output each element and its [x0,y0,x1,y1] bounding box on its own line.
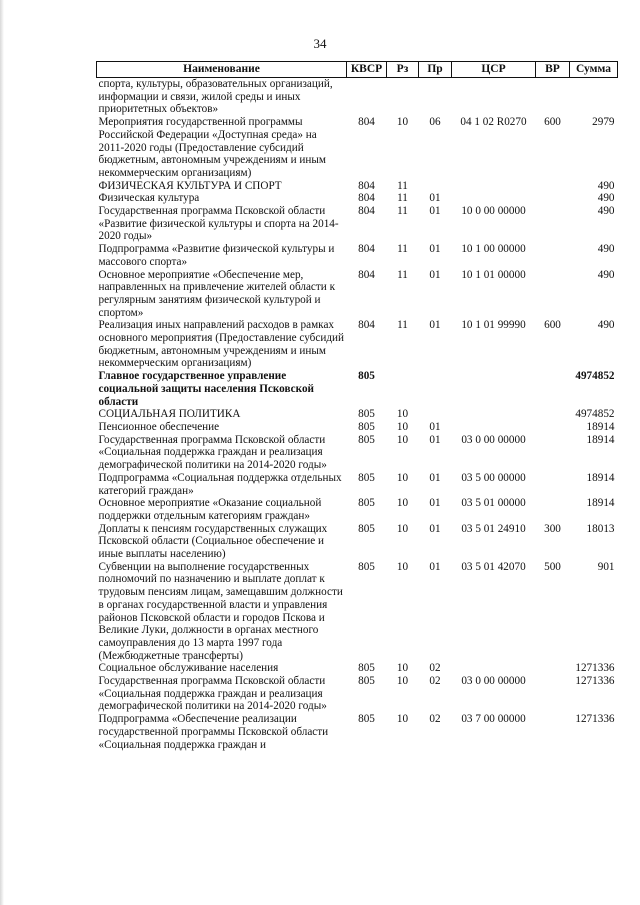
cell-rz: 11 [397,192,408,205]
cell-vr [536,192,570,205]
cell-rz [387,370,419,408]
cell-pr: 01 [429,205,441,218]
cell-csr: 10 1 00 00000 [461,243,526,256]
cell-csr [452,421,536,434]
cell-csr: 03 0 00 00000 [461,675,526,688]
cell-csr [452,408,536,421]
cell-kvsr: 805 [358,675,375,688]
cell-kvsr: 804 [358,205,375,218]
cell-sum: 1271336 [575,675,615,688]
cell-pr: 06 [429,116,441,129]
table-row [97,192,618,205]
cell-name: Мероприятия государственной программы Российской Федерации «Доступная среда» на 2011-2020 годы (Предоставление субсидий бюджетным, автономным учреждениям и иным некоммерческим организациям) [98,116,326,179]
cell-name: Государственная программа Псковской области «Социальная поддержка граждан и реализация демографической политики на 2014-2020 годы» [98,675,327,713]
cell-rz: 10 [396,675,409,688]
cell-kvsr: 805 [358,560,375,573]
cell-kvsr: 804 [358,243,375,256]
cell-csr: 04 1 02 R0270 [460,116,527,129]
table-row [97,472,618,497]
table-row [97,319,618,370]
page-number: 34 [313,36,327,51]
cell-name: Социальное обслуживание населения [98,662,279,675]
cell-rz: 11 [397,179,408,192]
header-sum: Сумма [570,62,618,78]
cell-sum: 490 [597,319,615,332]
cell-vr: 500 [544,560,561,573]
cell-rz: 11 [397,243,408,256]
cell-name: Физическая культура [98,192,200,205]
cell-kvsr: 805 [358,370,375,383]
cell-rz: 10 [396,471,409,484]
cell-sum: 18013 [586,522,615,535]
cell-kvsr [347,78,387,117]
table-row [97,370,618,408]
table-row [97,675,618,713]
cell-pr: 02 [429,662,441,675]
cell-name: Пенсионное обеспечение [98,420,220,433]
table-row [97,561,618,663]
cell-kvsr: 804 [358,192,375,205]
cell-vr [536,243,570,268]
cell-sum: 4974852 [575,370,615,383]
cell-sum: 18914 [586,497,615,510]
cell-pr: 02 [429,675,441,688]
cell-name: Подпрограмма «Социальная поддержка отдельных категорий граждан» [98,471,342,497]
cell-pr: 01 [429,471,441,484]
cell-pr: 01 [429,420,441,433]
cell-sum: 1271336 [575,713,615,726]
cell-kvsr: 805 [358,471,375,484]
cell-kvsr: 805 [358,522,375,535]
cell-csr: 03 7 00 00000 [461,713,526,726]
cell-sum [570,78,618,117]
cell-kvsr: 805 [358,497,375,510]
cell-csr: 10 1 01 00000 [461,268,526,281]
cell-rz [387,78,419,117]
cell-name: Подпрограмма «Развитие физической культуры и массового спорта» [98,243,335,268]
cell-csr: 03 5 01 24910 [461,522,526,535]
cell-sum: 18914 [586,420,615,433]
cell-vr [536,713,570,751]
cell-name: Основное мероприятие «Оказание социальной поддержки отдельным категориям граждан» [98,497,322,522]
cell-sum: 490 [597,192,615,205]
cell-pr [419,78,452,117]
cell-name: Государственная программа Псковской области «Развитие физической культуры и спорта на 2014-2020 годы» [98,205,339,243]
cell-name: Основное мероприятие «Обеспечение мер, направленных на привлечение жителей области к регулярным занятиям физической культурой и спортом» [98,268,335,319]
cell-kvsr: 804 [358,268,375,281]
cell-kvsr: 805 [358,433,375,446]
table-row [97,408,618,421]
table-row [97,180,618,193]
cell-name: ФИЗИЧЕСКАЯ КУЛЬТУРА И СПОРТ [98,179,282,192]
cell-pr: 02 [429,713,441,726]
cell-csr [452,78,536,117]
cell-csr: 10 1 01 99990 [461,319,526,332]
cell-pr [419,180,452,193]
cell-kvsr: 804 [358,116,375,129]
cell-pr: 01 [429,268,441,281]
cell-sum: 490 [597,205,615,218]
scan-edge-shadow [0,0,4,905]
cell-vr [536,497,570,522]
cell-csr [452,370,536,408]
cell-vr [536,205,570,243]
cell-sum: 490 [597,179,615,192]
cell-rz: 10 [396,497,409,510]
cell-csr [452,662,536,675]
cell-pr: 01 [429,560,441,573]
cell-kvsr: 805 [358,713,375,726]
cell-pr [419,370,452,408]
cell-name: СОЦИАЛЬНАЯ ПОЛИТИКА [98,408,241,421]
cell-vr [536,472,570,497]
cell-name: Доплаты к пенсиям государственных служащих Псковской области (Социальное обеспечение и иные выплаты населению) [98,522,328,561]
cell-csr: 03 0 00 00000 [461,433,526,446]
table-row [97,434,618,472]
cell-name: Субвенции на выполнение государственных полномочий по назначению и выплате доплат к трудовым пенсиям лицам, замещавшим должности в органах государственной власти и управления районов Псковской области и городов Пскова и Великие Луки, должности в органах местного самоуправления до 13 марта 1997 года (Межбюджетные трансферты) [98,560,343,662]
cell-csr: 10 0 00 00000 [461,205,526,218]
cell-kvsr: 804 [358,179,375,192]
cell-pr: 01 [429,522,441,535]
cell-pr: 01 [429,319,441,332]
cell-vr: 600 [544,319,561,332]
header-name: Наименование [97,62,347,78]
table-row [97,713,618,751]
header-csr: ЦСР [452,62,536,78]
cell-rz: 10 [396,420,409,433]
cell-sum: 901 [597,560,615,573]
cell-sum: 18914 [586,471,615,484]
table-row [97,497,618,522]
cell-kvsr: 805 [358,420,375,433]
cell-vr: 600 [544,116,561,129]
cell-name: Государственная программа Псковской области «Социальная поддержка граждан и реализация демографической политики на 2014-2020 годы» [98,433,327,472]
cell-rz: 10 [396,522,409,535]
cell-sum: 1271336 [575,662,615,675]
cell-vr [536,370,570,408]
cell-rz: 11 [397,205,408,218]
budget-table [96,61,618,751]
cell-rz: 11 [397,268,408,281]
header-vr: ВР [536,62,570,78]
cell-kvsr: 804 [358,319,375,332]
cell-rz: 10 [396,433,409,446]
cell-sum: 490 [597,243,615,256]
cell-csr [452,192,536,205]
cell-kvsr: 805 [358,662,375,675]
cell-name: спорта, культуры, образовательных организаций, информации и связи, жилой среды и иных приоритетных объектов» [98,78,333,116]
cell-pr [419,408,452,421]
cell-vr: 300 [544,522,561,535]
cell-vr [536,78,570,117]
cell-csr [452,180,536,193]
cell-csr: 03 5 01 00000 [461,497,526,510]
cell-vr [536,408,570,421]
cell-csr: 03 5 00 00000 [461,471,526,484]
cell-rz: 10 [396,560,409,573]
cell-vr [536,434,570,472]
cell-sum: 18914 [586,433,615,446]
table-row [97,116,618,180]
cell-pr: 01 [429,243,441,256]
table-row [97,662,618,675]
cell-vr [536,180,570,193]
table-row [97,243,618,268]
table-row [97,78,618,117]
header-rz: Рз [387,62,419,78]
table-row [97,269,618,320]
cell-sum: 4974852 [575,408,615,421]
cell-vr [536,421,570,434]
cell-rz: 10 [396,116,409,129]
cell-vr [536,662,570,675]
cell-sum: 2979 [592,116,615,129]
cell-pr: 01 [429,433,441,446]
table-body [97,78,618,752]
cell-name: Подпрограмма «Обеспечение реализации государственной программы Псковской области «Социальная поддержка граждан и [98,713,329,751]
cell-sum: 490 [597,268,615,281]
cell-csr: 03 5 01 42070 [461,560,526,573]
cell-name: Главное государственное управление социальной защиты населения Псковской области [98,370,314,408]
table-row [97,205,618,243]
cell-rz: 10 [396,713,409,726]
cell-rz: 10 [396,662,409,675]
cell-pr: 01 [429,192,441,205]
cell-vr [536,675,570,713]
cell-name: Реализация иных направлений расходов в рамках основного мероприятия (Предоставление субсидий бюджетным, автономным учреждениям и иным некоммерческим организациям) [98,319,344,370]
cell-rz: 10 [396,408,409,421]
header-kvsr: КВСР [347,62,387,78]
cell-kvsr: 805 [358,408,375,421]
table-header [97,62,618,78]
header-pr: Пр [419,62,452,78]
table-row [97,421,618,434]
cell-rz: 11 [397,319,408,332]
cell-vr [536,269,570,320]
cell-pr: 01 [429,497,441,510]
table-row [97,523,618,561]
